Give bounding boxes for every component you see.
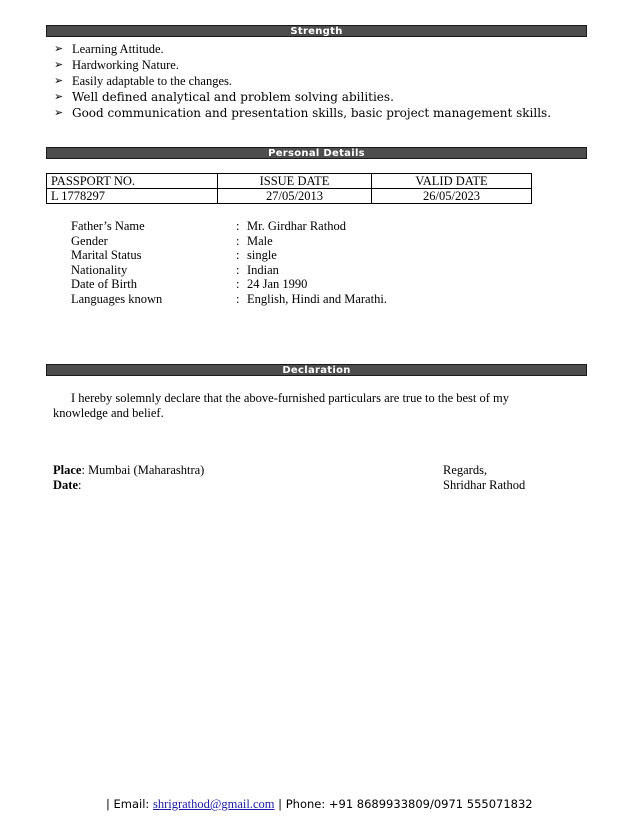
footer-contact: | Email: shrigrathod@gmail.com | Phone: +91 8689933809/0971 555071832 [106, 797, 533, 811]
declaration-text: I hereby solemnly declare that the above-furnished particulars are true to the best of my knowledge and belief. [53, 391, 510, 420]
table-row [47, 189, 532, 204]
signature-name: Shridhar Rathod [443, 478, 526, 492]
passport-table [46, 173, 532, 204]
section-header-declaration: Declaration [46, 364, 587, 376]
table-cell: L 1778297 [47, 189, 218, 204]
arrow-bullet-icon: ➢ [54, 42, 64, 55]
signature-block [443, 463, 525, 493]
list-item: ➢ Easily adaptable to the changes. [54, 74, 233, 88]
table-cell: 27/05/2013 [218, 189, 372, 204]
list-item: ➢ Hardworking Nature. [54, 58, 179, 72]
strength-list [54, 41, 551, 121]
table-cell: 26/05/2023 [372, 189, 532, 204]
arrow-bullet-icon: ➢ [54, 74, 64, 87]
arrow-bullet-icon: ➢ [54, 106, 64, 119]
section-header-strength: Strength [46, 25, 587, 37]
list-item: ➢ Well defined analytical and problem solving abilities. [54, 90, 394, 104]
email-link[interactable]: shrigrathod@gmail.com [152, 797, 275, 811]
arrow-bullet-icon: ➢ [54, 90, 64, 103]
section-header-personal-details: Personal Details [46, 147, 587, 159]
table-header-cell: ISSUE DATE [218, 174, 372, 189]
place-date-block [53, 463, 204, 493]
regards-line: Regards, [443, 463, 488, 477]
list-item: ➢ Good communication and presentation skills, basic project management skills. [54, 106, 552, 120]
table-header-row [47, 174, 532, 189]
table-header-cell: VALID DATE [372, 174, 532, 189]
date-line: Date: [53, 478, 82, 492]
table-header-cell: PASSPORT NO. [47, 174, 218, 189]
arrow-bullet-icon: ➢ [54, 58, 64, 71]
list-item: ➢ Learning Attitude. [54, 42, 164, 56]
place-line: Place: Mumbai (Maharashtra) [53, 463, 205, 477]
